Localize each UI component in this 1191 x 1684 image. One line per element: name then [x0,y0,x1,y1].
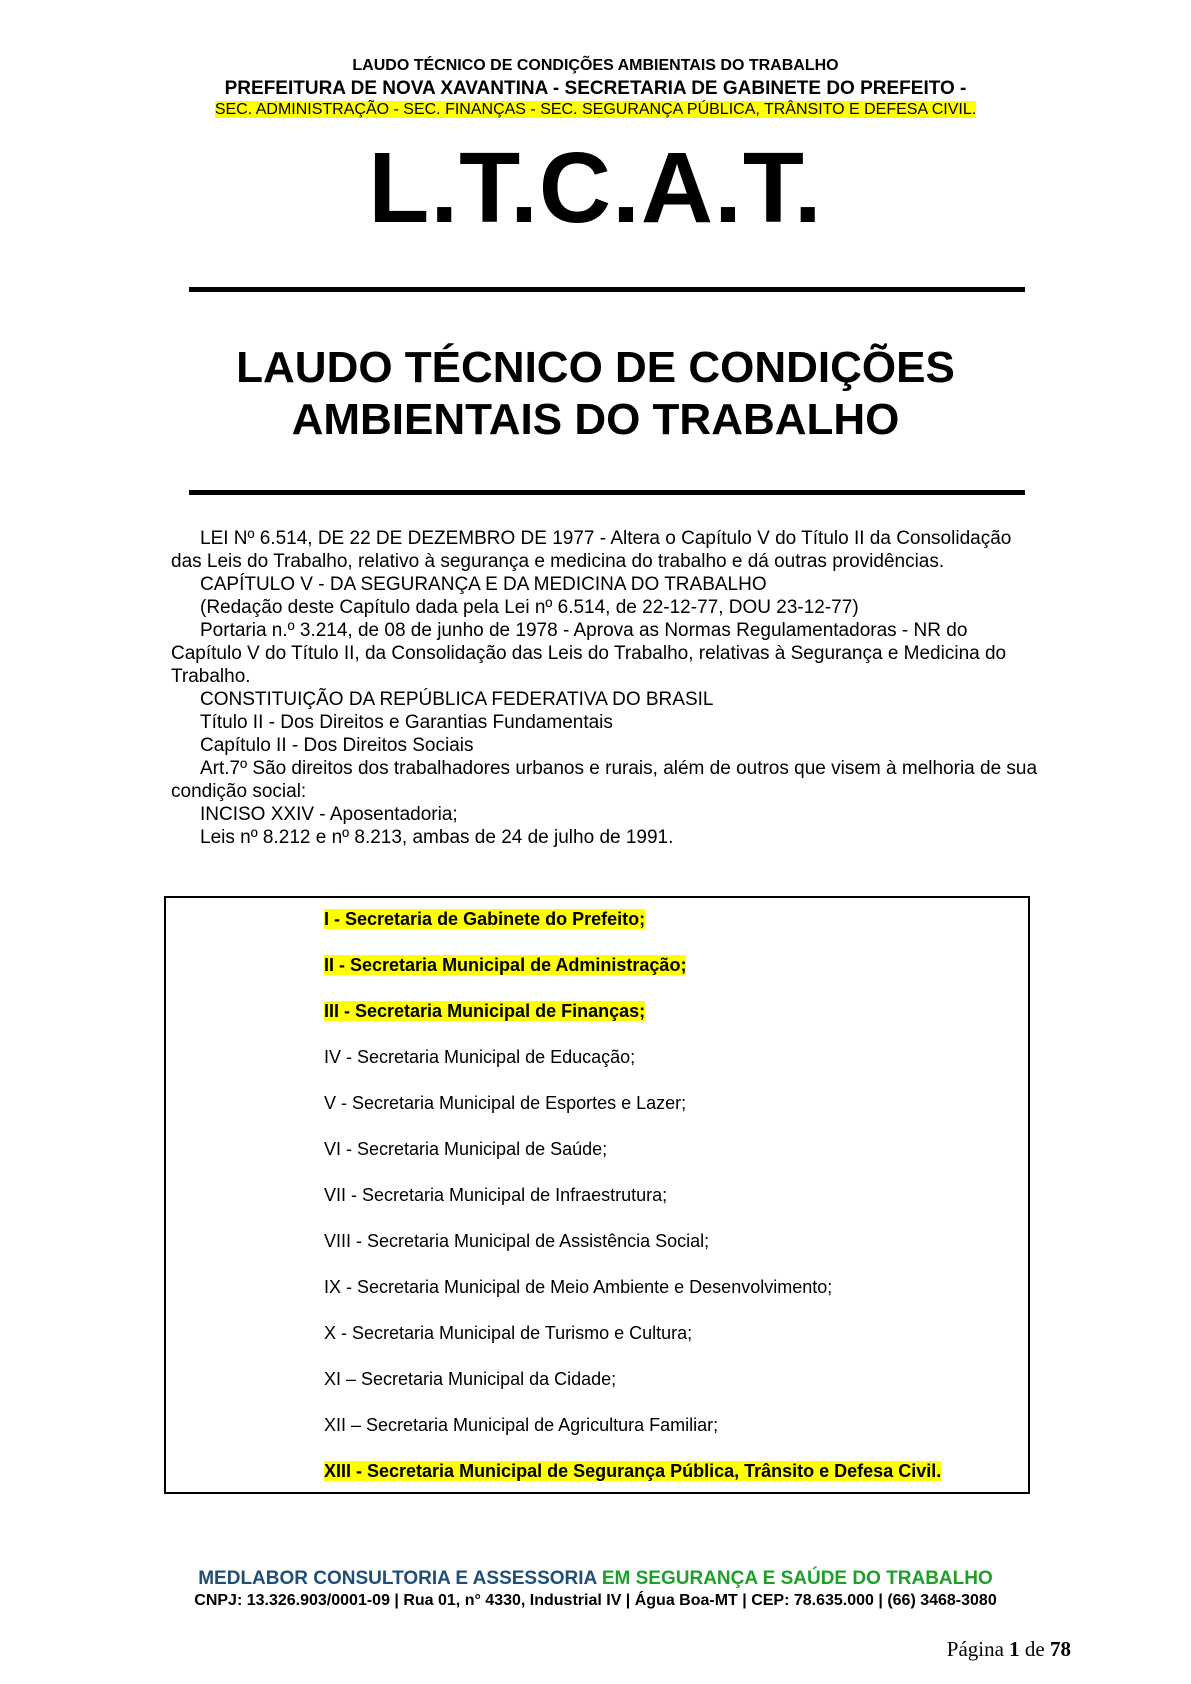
secretaria-item: VII - Secretaria Municipal de Infraestrutura; [324,1185,668,1205]
page-number [947,1637,1071,1662]
legal-text-line: LEI Nº 6.514, DE 22 DE DEZEMBRO DE 1977 - Altera o Capítulo V do Título II da Consolidação das Leis do Trabalho, relativo à segurança e medicina do trabalho e dá outras providências. [171,528,1012,572]
page-total: 78 [1050,1637,1071,1661]
legal-text-line: Título II - Dos Direitos e Garantias Fundamentais [200,712,613,733]
legal-text-line: Capítulo II - Dos Direitos Sociais [200,735,474,756]
secretaria-item: IX - Secretaria Municipal de Meio Ambiente e Desenvolvimento; [324,1277,833,1297]
header-line-3 [0,101,1191,119]
secretaria-item [324,1460,941,1482]
legal-text-line: Leis nº 8.212 e nº 8.213, ambas de 24 de julho de 1991. [200,827,674,848]
secretarias-box [164,896,1030,1494]
secretaria-item-text: I - Secretaria de Gabinete do Prefeito; [324,909,646,929]
secretaria-item-text: XIII - Secretaria Municipal de Segurança Pública, Trânsito e Defesa Civil. [324,1461,942,1481]
page-current: 1 [1009,1637,1020,1661]
secretaria-item [324,908,645,930]
legal-text-line: CAPÍTULO V - DA SEGURANÇA E DA MEDICINA DO TRABALHO [200,574,767,595]
footer-company-name: MEDLABOR CONSULTORIA E ASSESSORIA [198,1568,597,1589]
secretaria-item: IV - Secretaria Municipal de Educação; [324,1047,636,1067]
legal-text-line: (Redação deste Capítulo dada pela Lei nº 6.514, de 22-12-77, DOU 23-12-77) [200,597,859,618]
legal-text-line: CONSTITUIÇÃO DA REPÚBLICA FEDERATIVA DO BRASIL [200,689,714,710]
secretaria-item: V - Secretaria Municipal de Esportes e Lazer; [324,1093,687,1113]
header-line-3-text: SEC. ADMINISTRAÇÃO - SEC. FINANÇAS - SEC. SEGURANÇA PÚBLICA, TRÂNSITO E DEFESA CIVIL. [214,101,977,118]
secretaria-item: X - Secretaria Municipal de Turismo e Cultura; [324,1323,693,1343]
page-of: de [1024,1637,1045,1661]
secretaria-item: XI – Secretaria Municipal da Cidade; [324,1369,617,1389]
footer-company-tagline: EM SEGURANÇA E SAÚDE DO TRABALHO [601,1568,993,1589]
divider-bottom [189,490,1025,495]
secretaria-item-text: II - Secretaria Municipal de Administração; [324,955,687,975]
footer-company [0,1568,1191,1590]
secretaria-item: VIII - Secretaria Municipal de Assistência Social; [324,1231,710,1251]
document-title-line-1: LAUDO TÉCNICO DE CONDIÇÕES [236,343,955,392]
legal-text-line: INCISO XXIV - Aposentadoria; [200,804,458,825]
secretaria-item: XII – Secretaria Municipal de Agricultura Familiar; [324,1415,719,1435]
divider-top [189,287,1025,292]
header-line-2: PREFEITURA DE NOVA XAVANTINA - SECRETARIA DE GABINETE DO PREFEITO - [224,78,967,99]
legal-text-line: Portaria n.º 3.214, de 08 de junho de 1978 - Aprova as Normas Regulamentadoras - NR do Capítulo V do Título II, da Consolidação das Leis do Trabalho, relativas à Segurança e Medicina do Trabalho. [171,620,1007,687]
document-title-line-2: AMBIENTAIS DO TRABALHO [291,395,900,444]
footer-contact: CNPJ: 13.326.903/0001-09 | Rua 01, n° 4330, Industrial IV | Água Boa-MT | CEP: 78.635.000 | (66) 3468-3080 [194,1592,997,1609]
acronym-title: L.T.C.A.T. [368,132,823,244]
secretaria-item [324,954,686,976]
legal-text-line: Art.7º São direitos dos trabalhadores urbanos e rurais, além de outros que visem à melhoria de sua condição social: [171,758,1038,802]
secretaria-item-text: III - Secretaria Municipal de Finanças; [324,1001,646,1021]
page-label: Página [946,1637,1004,1661]
legal-text [171,527,1041,849]
header-line-1: LAUDO TÉCNICO DE CONDIÇÕES AMBIENTAIS DO TRABALHO [352,57,839,74]
secretaria-item [324,1000,645,1022]
secretaria-item: VI - Secretaria Municipal de Saúde; [324,1139,608,1159]
